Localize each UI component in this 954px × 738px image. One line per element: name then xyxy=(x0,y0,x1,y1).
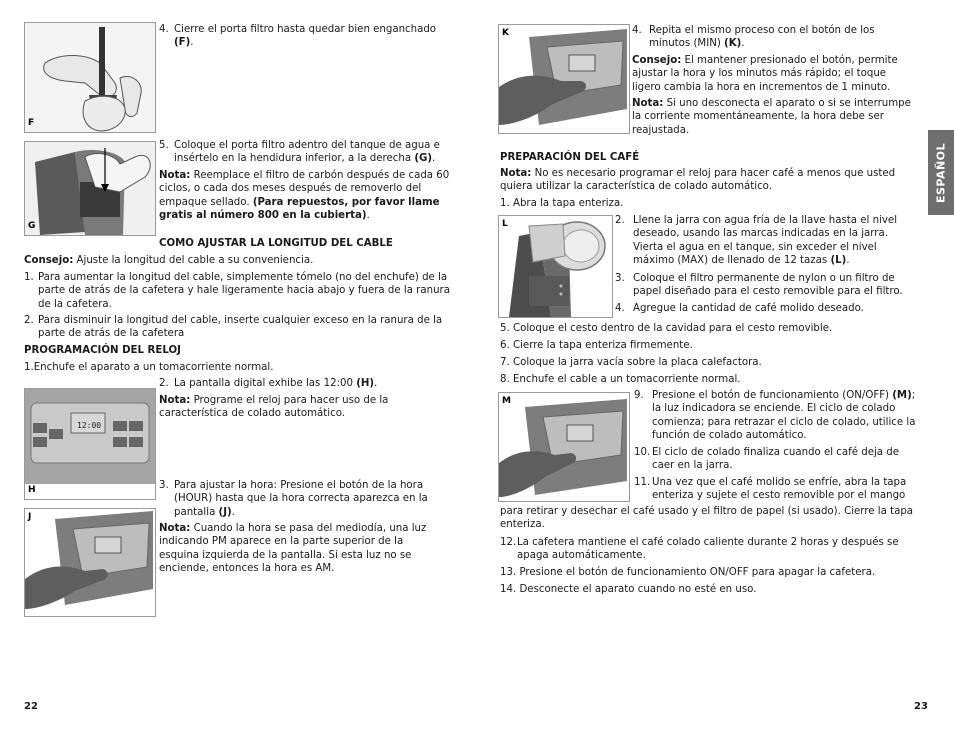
figure-h xyxy=(24,388,156,500)
tip-cable xyxy=(24,254,454,267)
figure-label: L xyxy=(502,219,508,229)
step-text: Llene la jarra con agua fría de la llave hasta el nivel deseado, usando las marcas indicadas en la jarra. Vierta el agua en el tanque, sin exceder el nivel máximo (MAX) de llenado de 12 tazas xyxy=(633,215,898,267)
figure-label: M xyxy=(502,396,511,406)
step-text: Coloque el cesto dentro de la cavidad para el cesto removible. xyxy=(512,323,833,334)
punct: . xyxy=(366,210,370,222)
note-filter xyxy=(159,169,451,223)
cable-step-2 xyxy=(24,314,452,340)
clock-heading: PROGRAMACIÓN DEL RELOJ xyxy=(24,345,181,356)
note-bold-text: (Para repuestos, por favor llame gratis al número 800 en la cubierta) xyxy=(159,196,440,222)
step-number: 4. xyxy=(632,25,642,36)
note-label: Nota: xyxy=(159,170,191,181)
prep-step-5 xyxy=(500,322,832,335)
step-text: La pantalla digital exhibe las 12:00 xyxy=(174,378,357,389)
step-text: Coloque el porta filtro adentro del tanque de agua e insértelo en la hendidura inferior, a la derecha xyxy=(174,140,440,165)
note-prep xyxy=(500,167,918,194)
step-number: 2. xyxy=(24,315,34,326)
step-number: 13. xyxy=(500,567,517,578)
punct: . xyxy=(231,506,235,518)
note-text: No es necesario programar el reloj para hacer café a menos que usted quiera utilizar la característica de colado automático. xyxy=(500,168,896,193)
carafe-illustration xyxy=(499,216,612,317)
figure-j xyxy=(24,508,156,617)
note-label: Nota: xyxy=(632,98,664,109)
prep-heading: PREPARACIÓN DEL CAFÉ xyxy=(500,152,640,163)
prep-step-14 xyxy=(500,583,756,596)
filter-holder-illustration xyxy=(25,23,155,132)
hour-button-illustration xyxy=(25,509,155,616)
step-text: Para aumentar la longitud del cable, simplemente tómelo (no del enchufe) de la parte de atrás de la cafetera y hale ligeramente hacia abajo y fuera de la ranura de la cafetera. xyxy=(38,272,450,310)
language-tab-label: ESPAÑOL xyxy=(934,142,948,203)
punct: . xyxy=(374,378,378,389)
step-4 xyxy=(159,23,449,49)
water-tank-illustration xyxy=(25,142,155,235)
figure-l xyxy=(498,215,613,318)
prep-step-8 xyxy=(500,373,741,386)
display-time: 12:00 xyxy=(77,421,102,430)
step-text-rest: ; la luz indicadora se enciende. El ciclo de colado comienza; para retrazar el ciclo de colado, utilice la función de colado automático. xyxy=(652,390,916,442)
step-number: 5. xyxy=(500,323,510,334)
cable-heading: COMO AJUSTAR LA LONGITUD DEL CABLE xyxy=(159,238,393,249)
note-label: Nota: xyxy=(500,168,532,179)
figure-label: J xyxy=(28,512,32,522)
step-number: 9. xyxy=(634,390,644,401)
prep-step-6 xyxy=(500,339,693,352)
step-text: Abra la tapa enteriza. xyxy=(512,198,624,209)
note-text: Programe el reloj para hacer uso de la característica de colado automático. xyxy=(159,395,389,420)
step-number: 5. xyxy=(159,140,169,151)
step-number: 2. xyxy=(615,215,625,226)
step-5 xyxy=(159,139,451,165)
step-number: 11. xyxy=(634,477,651,488)
clock-step-1: 1.Enchufe el aparato a un tomacorriente normal. xyxy=(24,362,274,373)
figure-m xyxy=(498,392,630,502)
figure-ref: (K) xyxy=(724,38,742,50)
step-number: 3. xyxy=(159,480,169,491)
prep-step-11-cont: para retirar y desechar el café usado y el filtro de papel (si usado). Cierre la tapa enteriza. xyxy=(500,506,914,531)
step-text: El ciclo de colado finaliza cuando el café deja de caer en la jarra. xyxy=(652,447,900,472)
power-button-illustration xyxy=(499,393,629,501)
cable-step-1 xyxy=(24,271,452,310)
note-clock xyxy=(159,394,409,421)
tip-text: Ajuste la longitud del cable a su conveniencia. xyxy=(73,255,314,266)
step-number: 3. xyxy=(615,273,625,284)
prep-step-11 xyxy=(634,476,918,502)
step-number: 1. xyxy=(24,272,34,283)
step-number: 6. xyxy=(500,340,510,351)
step-number: 14. xyxy=(500,584,517,595)
note-label: Nota: xyxy=(159,523,191,534)
figure-g xyxy=(24,141,156,236)
step-text: Cierre el porta filtro hasta quedar bien enganchado xyxy=(174,24,437,35)
step-number: 8. xyxy=(500,374,510,385)
language-tab xyxy=(928,130,954,215)
prep-step-13 xyxy=(500,566,875,579)
tip-label: Consejo: xyxy=(632,55,682,66)
step-number: 7. xyxy=(500,357,510,368)
step-text: Para ajustar la hora: Presione el botón de la hora (HOUR) hasta que la hora correcta aparezca en la pantalla xyxy=(174,480,428,518)
step-number: 4. xyxy=(159,24,169,35)
prep-step-4 xyxy=(615,302,917,315)
step-number: 12. xyxy=(500,537,517,548)
prep-step-2 xyxy=(615,214,917,267)
figure-ref: (L) xyxy=(830,255,847,267)
control-panel-illustration xyxy=(25,389,155,499)
note-text: Cuando la hora se pasa del mediodía, una luz indicando PM aparece en la parte superior de la esquina izquierda de la pantalla. Si esta luz no se enciende, entonces la hora es AM. xyxy=(159,523,427,575)
figure-label: K xyxy=(502,28,509,38)
figure-ref: (M) xyxy=(892,390,912,401)
note-pm xyxy=(159,522,437,576)
step-text: Para disminuir la longitud del cable, inserte cualquier exceso en la ranura de la parte de atrás de la cafetera xyxy=(38,315,443,340)
tip-text: El mantener presionado el botón, permite ajustar la hora y los minutos más rápido; el toque ligero cambia la hora en incrementos de 1 minuto. xyxy=(632,55,898,93)
step-text: Presione el botón de funcionamiento ON/OFF para apagar la cafetera. xyxy=(519,567,876,578)
step-number: 2. xyxy=(159,378,169,389)
punct: . xyxy=(846,255,850,267)
punct: . xyxy=(190,37,194,49)
prep-step-12 xyxy=(500,536,918,562)
step-text: La cafetera mantiene el café colado caliente durante 2 horas y después se apaga automáticamente. xyxy=(517,537,899,562)
figure-ref: (G) xyxy=(414,153,433,165)
step-text: Presione el botón de funcionamiento (ON/OFF) xyxy=(652,390,893,401)
prep-step-7 xyxy=(500,356,762,369)
prep-step-9 xyxy=(634,389,918,442)
page-number-right: 23 xyxy=(914,701,928,712)
clock-step-3 xyxy=(159,479,449,518)
step-text: Desconecte el aparato cuando no esté en uso. xyxy=(519,584,757,595)
note-power xyxy=(632,97,917,137)
step-text: Enchufe el cable a un tomacorriente normal. xyxy=(512,374,741,385)
step-text: Cierre la tapa enteriza firmemente. xyxy=(512,340,693,351)
tip-button xyxy=(632,54,917,94)
punct: . xyxy=(741,38,745,50)
note-text: Si uno desconecta el aparato o si se interrumpe la corriente momentáneamente, la hora debe ser reajustada. xyxy=(632,98,911,136)
prep-step-1 xyxy=(500,197,623,210)
figure-label: H xyxy=(28,484,36,495)
figure-ref: (J) xyxy=(218,506,232,518)
step-text: Coloque el filtro permanente de nylon o un filtro de papel diseñado para el cesto removible para el filtro. xyxy=(633,273,903,298)
note-text: Reemplace el filtro de carbón después de cada 60 ciclos, o cada dos meses después de removerlo del empaque sellado. xyxy=(159,170,450,208)
tip-label: Consejo: xyxy=(24,255,74,266)
step-text: Una vez que el café molido se enfríe, abra la tapa enteriza y sujete el cesto removible por el mango xyxy=(652,477,907,502)
figure-k xyxy=(498,24,630,134)
punct: . xyxy=(432,153,436,165)
prep-step-3 xyxy=(615,272,917,298)
page-number-left: 22 xyxy=(24,701,38,712)
figure-f xyxy=(24,22,156,133)
minute-step-4 xyxy=(632,24,917,50)
figure-ref: (F) xyxy=(174,37,191,49)
step-number: 4. xyxy=(615,303,625,314)
clock-step-2 xyxy=(159,377,449,390)
step-number: 10. xyxy=(634,447,651,458)
prep-step-10 xyxy=(634,446,918,472)
minute-button-illustration xyxy=(499,25,629,133)
figure-label: F xyxy=(28,117,35,128)
step-text: Coloque la jarra vacía sobre la placa calefactora. xyxy=(512,357,762,368)
step-text: Agregue la cantidad de café molido deseado. xyxy=(633,303,864,314)
figure-ref: (H) xyxy=(356,378,375,389)
step-text: Repita el mismo proceso con el botón de los minutos (MIN) xyxy=(649,25,875,50)
step-number: 1. xyxy=(500,198,510,209)
note-label: Nota: xyxy=(159,395,191,406)
figure-label: G xyxy=(28,220,36,231)
